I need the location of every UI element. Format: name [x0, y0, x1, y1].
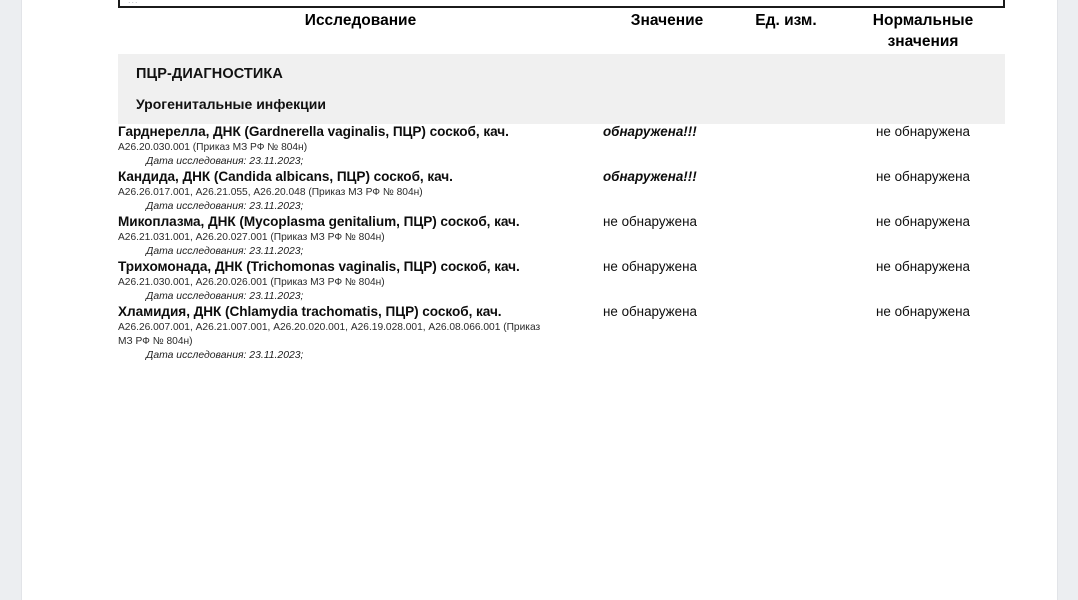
table-row [118, 304, 1005, 363]
column-header-norm-line2: значения [887, 33, 959, 50]
cell-normal-range: не обнаружена [876, 304, 970, 319]
report-page [22, 0, 1057, 600]
clipped-header-box [118, 0, 1005, 8]
test-date: Дата исследования: 23.11.2023; [146, 350, 304, 361]
test-date: Дата исследования: 23.11.2023; [146, 246, 304, 257]
section-band [118, 54, 1005, 124]
table-row [118, 214, 1005, 259]
cell-normal-range: не обнаружена [876, 214, 970, 229]
test-code: А26.21.030.001, А26.20.026.001 (Приказ МЗ РФ № 804н) [118, 277, 385, 288]
cell-normal-range: не обнаружена [876, 124, 970, 139]
cell-normal-range: не обнаружена [876, 259, 970, 274]
cell-unit [731, 304, 841, 363]
cell-test-name [118, 169, 603, 214]
table-row [118, 169, 1005, 214]
results-table [118, 10, 1005, 363]
test-code: А26.26.007.001, А26.21.007.001, А26.20.020.001, А26.19.028.001, А26.08.066.001 (Приказ [118, 322, 541, 333]
section-subtitle: Урогенитальные инфекции [136, 96, 326, 112]
test-date: Дата исследования: 23.11.2023; [146, 201, 304, 212]
section-band-row [118, 54, 1005, 124]
table-header [118, 10, 1005, 54]
column-header-value: Значение [630, 12, 704, 29]
test-code: А26.20.030.001 (Приказ МЗ РФ № 804н) [118, 142, 308, 153]
clipped-header-text: ... [128, 0, 139, 5]
table-header-row [118, 10, 1005, 54]
test-code: А26.26.017.001, А26.21.055, А26.20.048 (Приказ МЗ РФ № 804н) [118, 187, 423, 198]
cell-unit [731, 124, 841, 169]
cell-unit [731, 259, 841, 304]
column-header-norm-line1: Нормальные [872, 12, 974, 29]
cell-value-abnormal: обнаружена!!! [603, 169, 697, 184]
test-name: Гарднерелла, ДНК (Gardnerella vaginalis, ПЦР) соскоб, кач. [118, 124, 509, 139]
table-row [118, 259, 1005, 304]
table-row [118, 124, 1005, 169]
cell-unit [731, 214, 841, 259]
column-header-unit: Ед. изм. [755, 12, 817, 29]
test-name: Микоплазма, ДНК (Mycoplasma genitalium, ПЦР) соскоб, кач. [118, 214, 520, 229]
column-header-norm [841, 10, 1005, 54]
cell-test-name [118, 214, 603, 259]
test-name: Трихомонада, ДНК (Trichomonas vaginalis, ПЦР) соскоб, кач. [118, 259, 520, 274]
test-code: А26.21.031.001, А26.20.027.001 (Приказ МЗ РФ № 804н) [118, 232, 385, 243]
cell-value: не обнаружена [603, 214, 697, 229]
cell-normal-range: не обнаружена [876, 169, 970, 184]
column-header-name: Исследование [304, 12, 417, 29]
results-rows [118, 124, 1005, 363]
section-band-cell [118, 54, 1005, 124]
test-date: Дата исследования: 23.11.2023; [146, 291, 304, 302]
cell-value: не обнаружена [603, 304, 697, 319]
section-band-body [118, 54, 1005, 124]
test-name: Хламидия, ДНК (Chlamydia trachomatis, ПЦР) соскоб, кач. [118, 304, 502, 319]
cell-value: не обнаружена [603, 259, 697, 274]
cell-test-name [118, 259, 603, 304]
cell-unit [731, 169, 841, 214]
test-code-continued: МЗ РФ № 804н) [118, 336, 193, 347]
cell-test-name [118, 304, 603, 363]
test-name: Кандида, ДНК (Candida albicans, ПЦР) соскоб, кач. [118, 169, 453, 184]
test-date: Дата исследования: 23.11.2023; [146, 156, 304, 167]
section-title: ПЦР-ДИАГНОСТИКА [136, 66, 283, 82]
cell-value-abnormal: обнаружена!!! [603, 124, 697, 139]
cell-test-name [118, 124, 603, 169]
